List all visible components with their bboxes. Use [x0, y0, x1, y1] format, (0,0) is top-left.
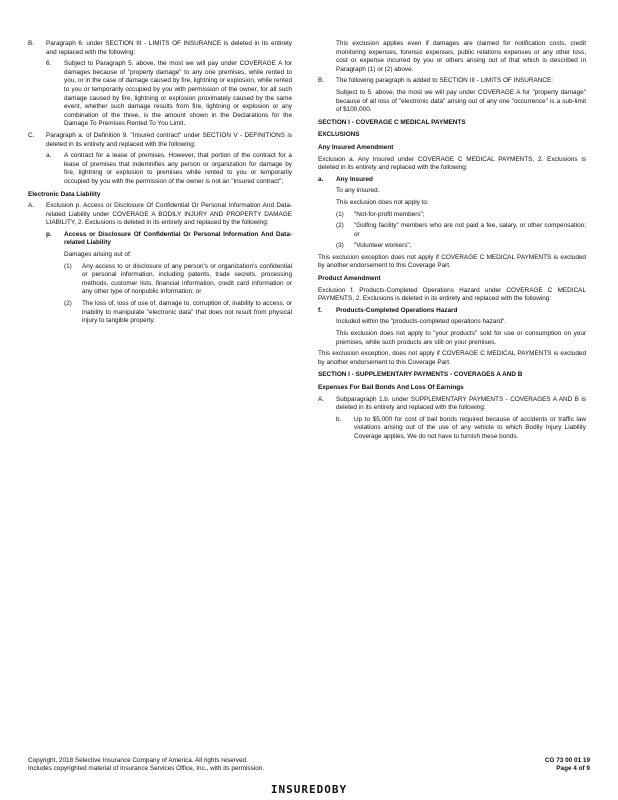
- heading-any-insured-amendment: [318, 144, 586, 153]
- paragraph-b-limits: [28, 40, 292, 57]
- right-column: [318, 40, 586, 445]
- paragraph-exclusion-applies: [318, 40, 586, 74]
- item-text: Included within the "products-completed operations hazard".: [336, 318, 507, 326]
- item-text: "Volunteer workers".: [354, 242, 412, 250]
- item-label: C.: [28, 131, 35, 139]
- includes-text: Includes copyrighted material of Insurance Services Office, Inc., with its permission.: [28, 765, 265, 773]
- paragraph-sub-limit: [318, 89, 586, 115]
- item-label: b.: [336, 415, 342, 423]
- brand-watermark: INSUREDOBY: [270, 783, 348, 796]
- item-text: The loss of, loss of use of, damage to, corruption of, inability to access, or inability to manipulate "electronic data" that does not result from physical injury to tangible property.: [82, 300, 292, 325]
- item-label: (2): [336, 222, 344, 230]
- left-column: [28, 40, 292, 329]
- item-label: (1): [64, 262, 72, 270]
- item-text: To any insured.: [336, 187, 380, 195]
- heading-text: SECTION I - SUPPLEMENTARY PAYMENTS - COVERAGES A AND B: [318, 371, 523, 379]
- item-text: This exclusion applies even if damages are claimed for notification costs, credit monitoring expenses, forensic expenses, public relations expenses or any other loss, cost or expense incurred by you or others arising out of that which is described in Paragraph (1) or (2) above.: [336, 40, 586, 73]
- item-text: Any access to or disclosure of any person's or organization's confidential or personal information, including patents, trade secrets, processing methods, customer lists, financial information, credit card information or any other type of nonpublic information; or: [82, 262, 292, 296]
- item-text: Damages arising out of:: [64, 251, 132, 259]
- item-text: Subject to Paragraph 5. above, the most we will pay under COVERAGE A for damages because of "property damage" to any one premises, while rented to you, or in the case of damage caused by fire, lightning or explosion, while rented to you or temporarily occupied by you with permission of the owner, for all such damage caused by fire, lightning or explosion proximately caused by the same event, whether such damage results from fire, lightning or explosion or any combination of the three, is the amount shown in the Declarations for the Damage To Premises Rented To You Limit.: [64, 60, 292, 128]
- item-label: a.: [318, 175, 324, 183]
- footer-copyright: [28, 757, 388, 774]
- item-text: "Not-for-profit members";: [354, 210, 425, 218]
- footer-form-info: [480, 757, 590, 774]
- item-label: (1): [336, 210, 344, 218]
- item-text: The following paragraph is added to SECTION III - LIMITS OF INSURANCE:: [336, 77, 554, 85]
- item-text: Paragraph a. of Definition 9. "Insured contract" under SECTION V - DEFINITIONS is deleted in its entirety and replaced with the following:: [46, 131, 292, 148]
- paragraph-exclusion-f: [318, 287, 586, 304]
- item-text: This exclusion does not apply to:: [336, 198, 429, 206]
- paragraph-a-subparagraph: [318, 396, 586, 413]
- paragraph-b-bail-bonds: [318, 416, 586, 442]
- item-text: This exclusion exception does not apply if COVERAGE C MEDICAL PAYMENTS is excluded by another endorsement to this Coverage Part.: [318, 253, 586, 270]
- paragraph-2-golfing: [318, 222, 586, 239]
- item-label: 6.: [46, 60, 52, 68]
- item-text: Paragraph 6. under SECTION III - LIMITS OF INSURANCE is deleted in its entirety and replaced with the following:: [46, 40, 292, 56]
- form-number: CG 73 00 01 19: [544, 757, 590, 764]
- heading-exclusions: [318, 131, 586, 140]
- heading-bail-bonds: [318, 384, 586, 393]
- paragraph-f-products: [318, 307, 586, 316]
- paragraph-does-not-apply: [318, 199, 586, 208]
- paragraph-6-limit: [28, 60, 292, 129]
- item-label: f.: [318, 306, 322, 314]
- item-text: Subparagraph 1.b. under SUPPLEMENTARY PAYMENTS - COVERAGES A AND B is deleted in its entirety and replaced with the following:: [336, 395, 586, 412]
- paragraph-to-any-insured: [318, 187, 586, 196]
- paragraph-p-access-title: [28, 231, 292, 248]
- item-text: Subject to 5. above, the most we will pay under COVERAGE A for "property damage" because of all loss of "electronic data" arising out of any one "occurrence" is a sub-limit of $100,000.: [336, 88, 586, 114]
- paragraph-your-products: [318, 330, 586, 347]
- paragraph-1-access: [28, 263, 292, 297]
- paragraph-a-lease: [28, 152, 292, 186]
- heading-text: Product Amendment: [318, 275, 381, 283]
- paragraph-exception-products: [318, 350, 586, 367]
- item-label: p.: [46, 230, 52, 238]
- item-text: Exclusion f. Products-Completed Operations Hazard under COVERAGE C MEDICAL PAYMENTS, 2. Exclusions is deleted in its entirety and replaced with the following:: [318, 286, 586, 303]
- paragraph-a-exclusion-p: [28, 202, 292, 228]
- paragraph-exception-medical: [318, 254, 586, 271]
- item-text: This exclusion does not apply to "your products" sold for use or consumption on your premises, while such products are still on your premises.: [336, 330, 586, 346]
- item-label: (3): [336, 242, 344, 250]
- item-text: Exclusion p. Access or Disclosure Of Confidential Or Personal Information And Data-related Liability under COVERAGE A BODILY INJURY AND PROPERTY DAMAGE LIABILITY, 2. Exclusions is deleted in its entirety and replaced by the following:: [46, 202, 292, 227]
- paragraph-c-insured-contract: [28, 132, 292, 149]
- item-label: B.: [318, 77, 325, 85]
- item-label: (2): [64, 300, 72, 308]
- paragraph-exclusion-a: [318, 156, 586, 173]
- copyright-text: Copyright, 2018 Selective Insurance Company of America. All rights reserved.: [28, 757, 248, 764]
- paragraph-1-not-for-profit: [318, 211, 586, 220]
- item-label: a.: [46, 152, 52, 160]
- paragraph-b-added: [318, 77, 586, 86]
- heading-text: EXCLUSIONS: [318, 131, 360, 139]
- section-heading-supplementary: [318, 371, 586, 380]
- section-heading-medical-payments: [318, 119, 586, 128]
- item-text: This exclusion exception, does not apply if COVERAGE C MEDICAL PAYMENTS is excluded by another endorsement to this Coverage Part.: [318, 350, 586, 366]
- heading-text: Expenses For Bail Bonds And Loss Of Earnings: [318, 384, 464, 391]
- heading-text: Any Insured Amendment: [318, 143, 394, 151]
- paragraph-damages-arising: [28, 251, 292, 260]
- item-text: Products-Completed Operations Hazard: [336, 306, 458, 314]
- heading-text: SECTION I - COVERAGE C MEDICAL PAYMENTS: [318, 118, 466, 126]
- heading-product-amendment: [318, 275, 586, 284]
- paragraph-a-any-insured: [318, 176, 586, 185]
- section-heading-electronic-data: [28, 191, 292, 200]
- page-number: Page 4 of 9: [556, 765, 590, 773]
- item-label: B.: [28, 40, 35, 47]
- item-label: A.: [318, 395, 325, 403]
- paragraph-2-loss: [28, 300, 292, 326]
- paragraph-included-within: [318, 318, 586, 327]
- paragraph-3-volunteer: [318, 242, 586, 251]
- item-text: Up to $5,000 for cost of bail bonds required because of accidents or traffic law violations arising out of the use of any vehicle to which Bodily Injury Liability Coverage applies. We do not have to furnish these bonds.: [354, 415, 586, 440]
- item-text: Any Insured: [336, 175, 373, 183]
- item-text: A contract for a lease of premises. However, that portion of the contract for a lease of premises that indemnifies any person or organization for damage by fire, lightning or explosion to premises while rented to you or temporarily occupied by you with the permission of the owner is not an "insured contract";: [64, 152, 292, 185]
- item-text: Exclusion a. Any Insured under COVERAGE C MEDICAL PAYMENTS, 2. Exclusions is deleted in its entirety and replaced with the following:: [318, 155, 586, 172]
- heading-text: Electronic Data Liability: [28, 190, 101, 198]
- item-text: "Golfing facility" members who are not paid a fee, salary, or other compensation; or: [354, 222, 586, 238]
- item-label: A.: [28, 202, 35, 210]
- item-text: Access or Disclosure Of Confidential Or Personal Information And Data-related Liability: [64, 230, 292, 247]
